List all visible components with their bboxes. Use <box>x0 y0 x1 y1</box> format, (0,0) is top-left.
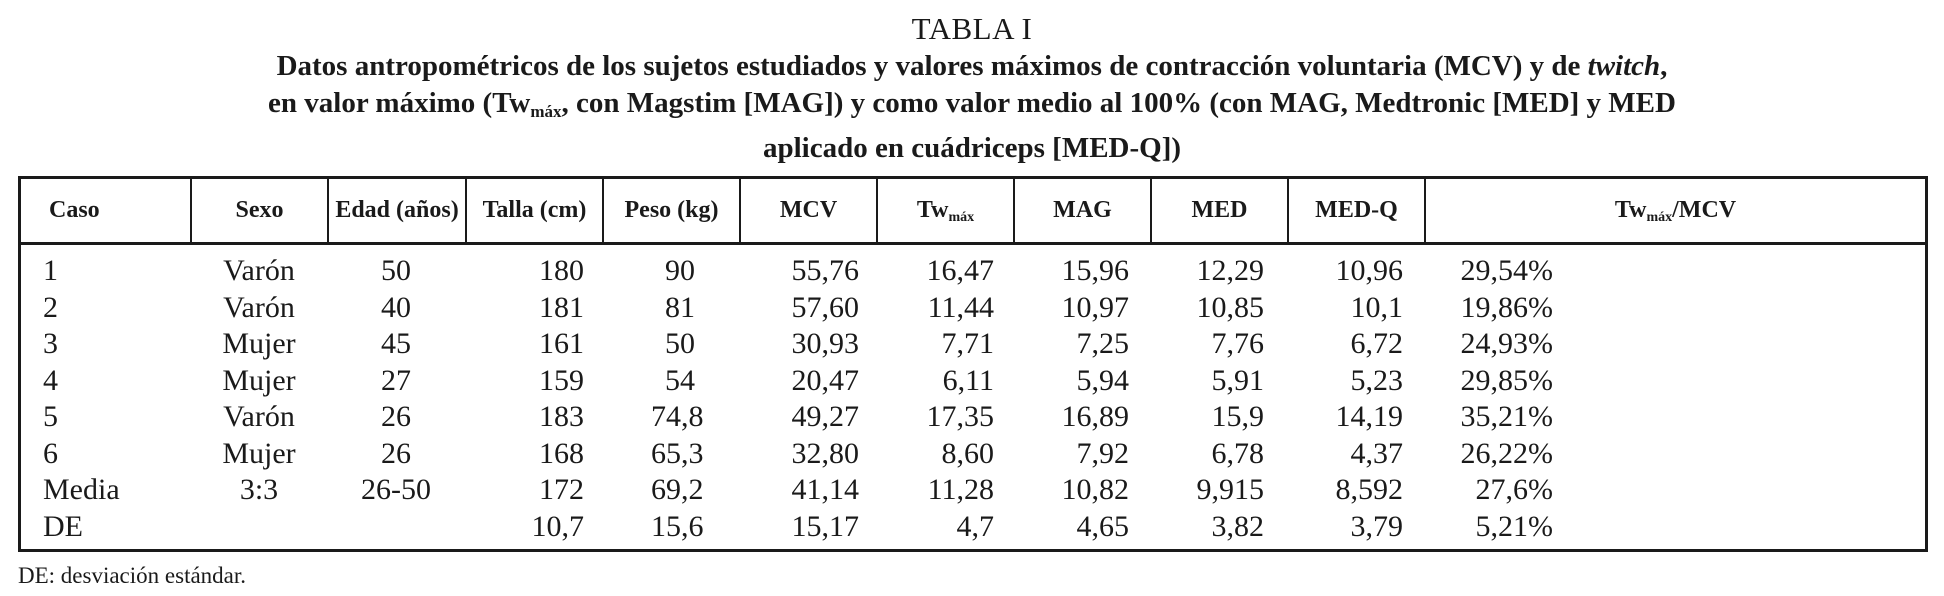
header-med: MED <box>1152 179 1289 242</box>
table-row <box>21 509 1925 546</box>
table-cell-edad <box>336 509 456 546</box>
table-title <box>82 48 1862 167</box>
header-mcv: MCV <box>741 179 878 242</box>
table-cell-talla: 10,7 <box>531 509 584 543</box>
table-cell-tw-max-mcv: 29,54% <box>1460 254 1553 287</box>
table-cell-caso: DE <box>43 509 83 543</box>
header-sexo: Sexo <box>192 179 329 242</box>
table-cell-edad: 27 <box>381 363 411 397</box>
table-row <box>21 436 1925 473</box>
table-cell-tw-max: 16,47 <box>926 254 994 287</box>
table-cell-med-q: 8,592 <box>1335 473 1403 506</box>
table-cell-talla: 168 <box>539 436 584 470</box>
table-cell-tw-max: 11,28 <box>927 473 994 506</box>
table-cell-tw-max-mcv: 24,93% <box>1460 327 1553 360</box>
table-cell-caso: 2 <box>43 290 58 324</box>
table-cell-mcv: 32,80 <box>791 436 859 470</box>
table-cell-med-q: 10,96 <box>1335 254 1403 287</box>
table-cell-peso: 65,3 <box>651 436 704 470</box>
table-row <box>21 290 1925 327</box>
table-cell-peso: 54 <box>665 363 695 397</box>
table-cell-mcv: 15,17 <box>791 509 859 543</box>
table-cell-peso: 81 <box>665 290 695 324</box>
title-line-3: aplicado en cuádriceps [MED-Q]) <box>762 132 1182 164</box>
table-cell-tw-max: 4,7 <box>956 509 994 543</box>
table-cell-mcv: 30,93 <box>791 327 859 360</box>
header-edad: Edad (años) <box>329 179 467 242</box>
table-cell-mcv: 41,14 <box>791 473 859 506</box>
table-caption <box>0 10 1944 167</box>
table-label: TABLA I <box>911 11 1033 46</box>
table-cell-sexo: 3:3 <box>239 473 279 506</box>
table-cell-talla: 183 <box>539 400 584 433</box>
table-cell-caso: 3 <box>43 327 58 360</box>
table-cell-peso: 74,8 <box>651 400 704 433</box>
table-cell-mag: 5,94 <box>1076 363 1129 397</box>
table-cell-caso: 5 <box>43 400 58 433</box>
table-cell-med-q: 5,23 <box>1350 363 1403 397</box>
table-cell-caso: 4 <box>43 363 58 397</box>
table-cell-sexo: Mujer <box>222 327 296 360</box>
table-cell-med-q: 4,37 <box>1350 436 1403 470</box>
table-body <box>21 253 1925 545</box>
table-cell-med: 9,915 <box>1196 473 1264 506</box>
table-cell-edad: 40 <box>381 290 411 324</box>
header-tw-max-mcv: $Tw_{máx}$/MCV <box>1614 197 1737 225</box>
table-row <box>21 326 1925 363</box>
table-cell-edad: 26-50 <box>361 473 431 506</box>
data-table <box>18 176 1928 552</box>
title-line-2: en valor máximo ($Tw_{máx}$, con Magstim [MAG]) y como valor medio al 100% (con MAG, Medtronic [MED] y MED <box>268 87 1676 121</box>
table-cell-tw-max: 17,35 <box>926 400 994 433</box>
table-cell-talla: 172 <box>539 473 584 506</box>
table-cell-sexo: Varón <box>223 290 295 324</box>
header-peso: Peso (kg) <box>604 179 741 242</box>
table-cell-med-q: 6,72 <box>1350 327 1403 360</box>
table-cell-talla: 180 <box>539 254 584 287</box>
table-cell-med: 7,76 <box>1211 327 1264 360</box>
table-cell-mag: 10,97 <box>1061 290 1129 324</box>
table-cell-med: 12,29 <box>1196 254 1264 287</box>
table-cell-talla: 159 <box>539 363 584 397</box>
header-mag: MAG <box>1015 179 1152 242</box>
table-cell-sexo: Mujer <box>222 436 296 470</box>
table-cell-med: 3,82 <box>1211 509 1264 543</box>
table-cell-med-q: 3,79 <box>1350 509 1403 543</box>
table-cell-sexo: Mujer <box>222 363 296 397</box>
table-cell-sexo: Varón <box>223 400 295 433</box>
table-cell-mag: 7,25 <box>1076 327 1129 360</box>
table-cell-med-q: 14,19 <box>1335 400 1403 433</box>
header-med-q: MED-Q <box>1289 179 1426 242</box>
table-cell-talla: 181 <box>539 290 584 324</box>
table-cell-peso: 90 <box>665 254 695 287</box>
table-cell-caso: 1 <box>43 254 58 287</box>
table-cell-med: 5,91 <box>1211 363 1264 397</box>
table-cell-edad: 26 <box>381 400 411 433</box>
table-cell-talla: 161 <box>539 327 584 360</box>
table-cell-tw-max: 8,60 <box>941 436 994 470</box>
table-cell-tw-max-mcv: 35,21% <box>1460 400 1553 433</box>
table-cell-mag: 16,89 <box>1061 400 1129 433</box>
header-tw-max: $Tw_{máx}$ <box>878 179 1015 242</box>
table-row <box>21 472 1925 509</box>
table-cell-tw-max-mcv: 5,21% <box>1475 509 1553 543</box>
table-cell-mag: 10,82 <box>1061 473 1129 506</box>
table-cell-tw-max-mcv: 27,6% <box>1475 473 1553 506</box>
table-cell-caso: Media <box>43 473 120 506</box>
table-cell-edad: 26 <box>381 436 411 470</box>
header-talla: Talla (cm) <box>467 179 604 242</box>
table-cell-tw-max-mcv: 19,86% <box>1460 290 1553 324</box>
table-cell-tw-max-mcv: 26,22% <box>1460 436 1553 470</box>
title-line-1: Datos antropométricos de los sujetos estudiados y valores máximos de contracción voluntaria (MCV) y de twitch, <box>276 50 1668 82</box>
table-cell-mag: 4,65 <box>1076 509 1129 543</box>
table-cell-mcv: 20,47 <box>791 363 859 397</box>
table-cell-peso: 15,6 <box>651 509 704 543</box>
table-cell-tw-max: 7,71 <box>941 327 994 360</box>
table-cell-med: 10,85 <box>1196 290 1264 324</box>
table-cell-tw-max: 6,11 <box>942 363 994 397</box>
table-row <box>21 363 1925 400</box>
table-cell-sexo <box>199 509 319 546</box>
table-cell-mcv: 49,27 <box>791 400 859 433</box>
table-cell-mcv: 57,60 <box>791 290 859 324</box>
table-header-row <box>21 179 1925 245</box>
table-cell-mag: 7,92 <box>1076 436 1129 470</box>
table-row <box>21 253 1925 290</box>
table-row <box>21 399 1925 436</box>
table-cell-med-q: 10,1 <box>1350 290 1403 324</box>
table-cell-tw-max-mcv: 29,85% <box>1460 363 1553 397</box>
table-cell-sexo: Varón <box>223 254 295 287</box>
table-footnote: DE: desviación estándar. <box>18 563 247 588</box>
header-caso: Caso <box>21 179 192 242</box>
table-cell-edad: 50 <box>381 254 411 287</box>
table-cell-edad: 45 <box>381 327 411 360</box>
table-cell-tw-max: 11,44 <box>927 290 994 324</box>
table-cell-peso: 50 <box>665 327 695 360</box>
table-cell-mcv: 55,76 <box>791 254 859 287</box>
table-cell-med: 6,78 <box>1211 436 1264 470</box>
table-cell-mag: 15,96 <box>1061 254 1129 287</box>
table-cell-peso: 69,2 <box>651 473 704 506</box>
table-cell-caso: 6 <box>43 436 58 470</box>
table-cell-med: 15,9 <box>1211 400 1264 433</box>
